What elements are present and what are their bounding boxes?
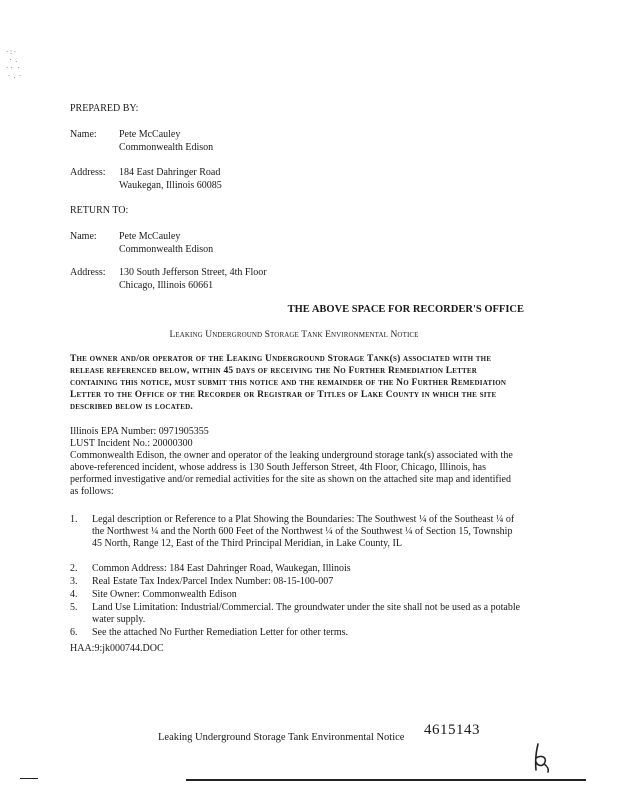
document-number: 4615143 xyxy=(424,722,480,738)
return-name-line-2: Commonwealth Edison xyxy=(119,244,214,255)
prepared-address-line-2: Waukegan, Illinois 60085 xyxy=(119,180,222,191)
prepared-address-label: Address: xyxy=(70,167,106,178)
item-other-terms: See the attached No Further Remediation Letter for other terms. xyxy=(92,627,349,638)
item-number-2: 2. xyxy=(70,563,78,574)
lust-incident-number: LUST Incident No.: 20000300 xyxy=(70,438,193,449)
prepared-by-heading: PREPARED BY: xyxy=(70,103,139,114)
item-common-address: Common Address: 184 East Dahringer Road, Waukegan, Illinois xyxy=(92,563,351,574)
item-land-use: Land Use Limitation: Industrial/Commercial. The groundwater under the site shall not be used as a potable water supply. xyxy=(92,602,521,625)
prepared-name-line-1: Pete McCauley xyxy=(119,129,181,140)
item-number-6: 6. xyxy=(70,627,78,638)
recorder-space-notice: THE ABOVE SPACE FOR RECORDER'S OFFICE xyxy=(287,304,524,315)
return-name-label: Name: xyxy=(70,231,97,242)
return-address-line-1: 130 South Jefferson Street, 4th Floor xyxy=(119,267,267,278)
file-reference: HAA:9:jk000744.DOC xyxy=(70,643,164,654)
return-address-line-2: Chicago, Illinois 60661 xyxy=(119,280,214,291)
footer-title: Leaking Underground Storage Tank Environmental Notice xyxy=(158,732,405,743)
prepared-address-line-1: 184 East Dahringer Road xyxy=(119,167,221,178)
scan-marks: · : · · . · · · · . · xyxy=(6,48,22,80)
item-site-owner: Site Owner: Commonwealth Edison xyxy=(92,589,237,600)
item-tax-index: Real Estate Tax Index/Parcel Index Number: 08-15-100-007 xyxy=(92,576,334,587)
item-legal-description: Legal description or Reference to a Plat Showing the Boundaries: The Southwest ¼ of the Southeast ¼ of the Northwest ¼ and the North 600 Feet of the Northwest ¼ of the Southwest ¼ of Section 15, Township 45 North, Range 12, East of the Third Principal Meridian, in Lake County, IL xyxy=(92,514,515,549)
item-number-1: 1. xyxy=(70,514,78,525)
item-number-3: 3. xyxy=(70,576,78,587)
epa-number: Illinois EPA Number: 0971905355 xyxy=(70,426,209,437)
body-paragraph: Commonwealth Edison, the owner and operator of the leaking underground storage tank(s) associated with the above-referenced incident, whose address is 130 South Jefferson Street, 4th Floor, Chicago, Illinois, has performed investigative and/or remedial activities for the site as shown on the attached site map and identified as follows: xyxy=(70,450,513,497)
handwritten-initials xyxy=(530,740,554,774)
bottom-rule-left xyxy=(20,778,38,779)
return-address-label: Address: xyxy=(70,267,106,278)
item-number-4: 4. xyxy=(70,589,78,600)
prepared-name-label: Name: xyxy=(70,129,97,140)
return-to-heading: RETURN TO: xyxy=(70,205,129,216)
notice-title: Leaking Underground Storage Tank Environmental Notice xyxy=(169,330,419,340)
bottom-rule xyxy=(186,779,586,781)
notice-caps-paragraph: The owner and/or operator of the Leaking Underground Storage Tank(s) associated with the release referenced below, within 45 days of receiving the No Further Remediation Letter containing this notice, must submit this notice and the remainder of the No Further Remediation Letter to the Office of the Recorder or Registrar of Titles of Lake County in which the site described below is located. xyxy=(70,354,507,412)
prepared-name-line-2: Commonwealth Edison xyxy=(119,142,214,153)
return-name-line-1: Pete McCauley xyxy=(119,231,181,242)
item-number-5: 5. xyxy=(70,602,78,613)
